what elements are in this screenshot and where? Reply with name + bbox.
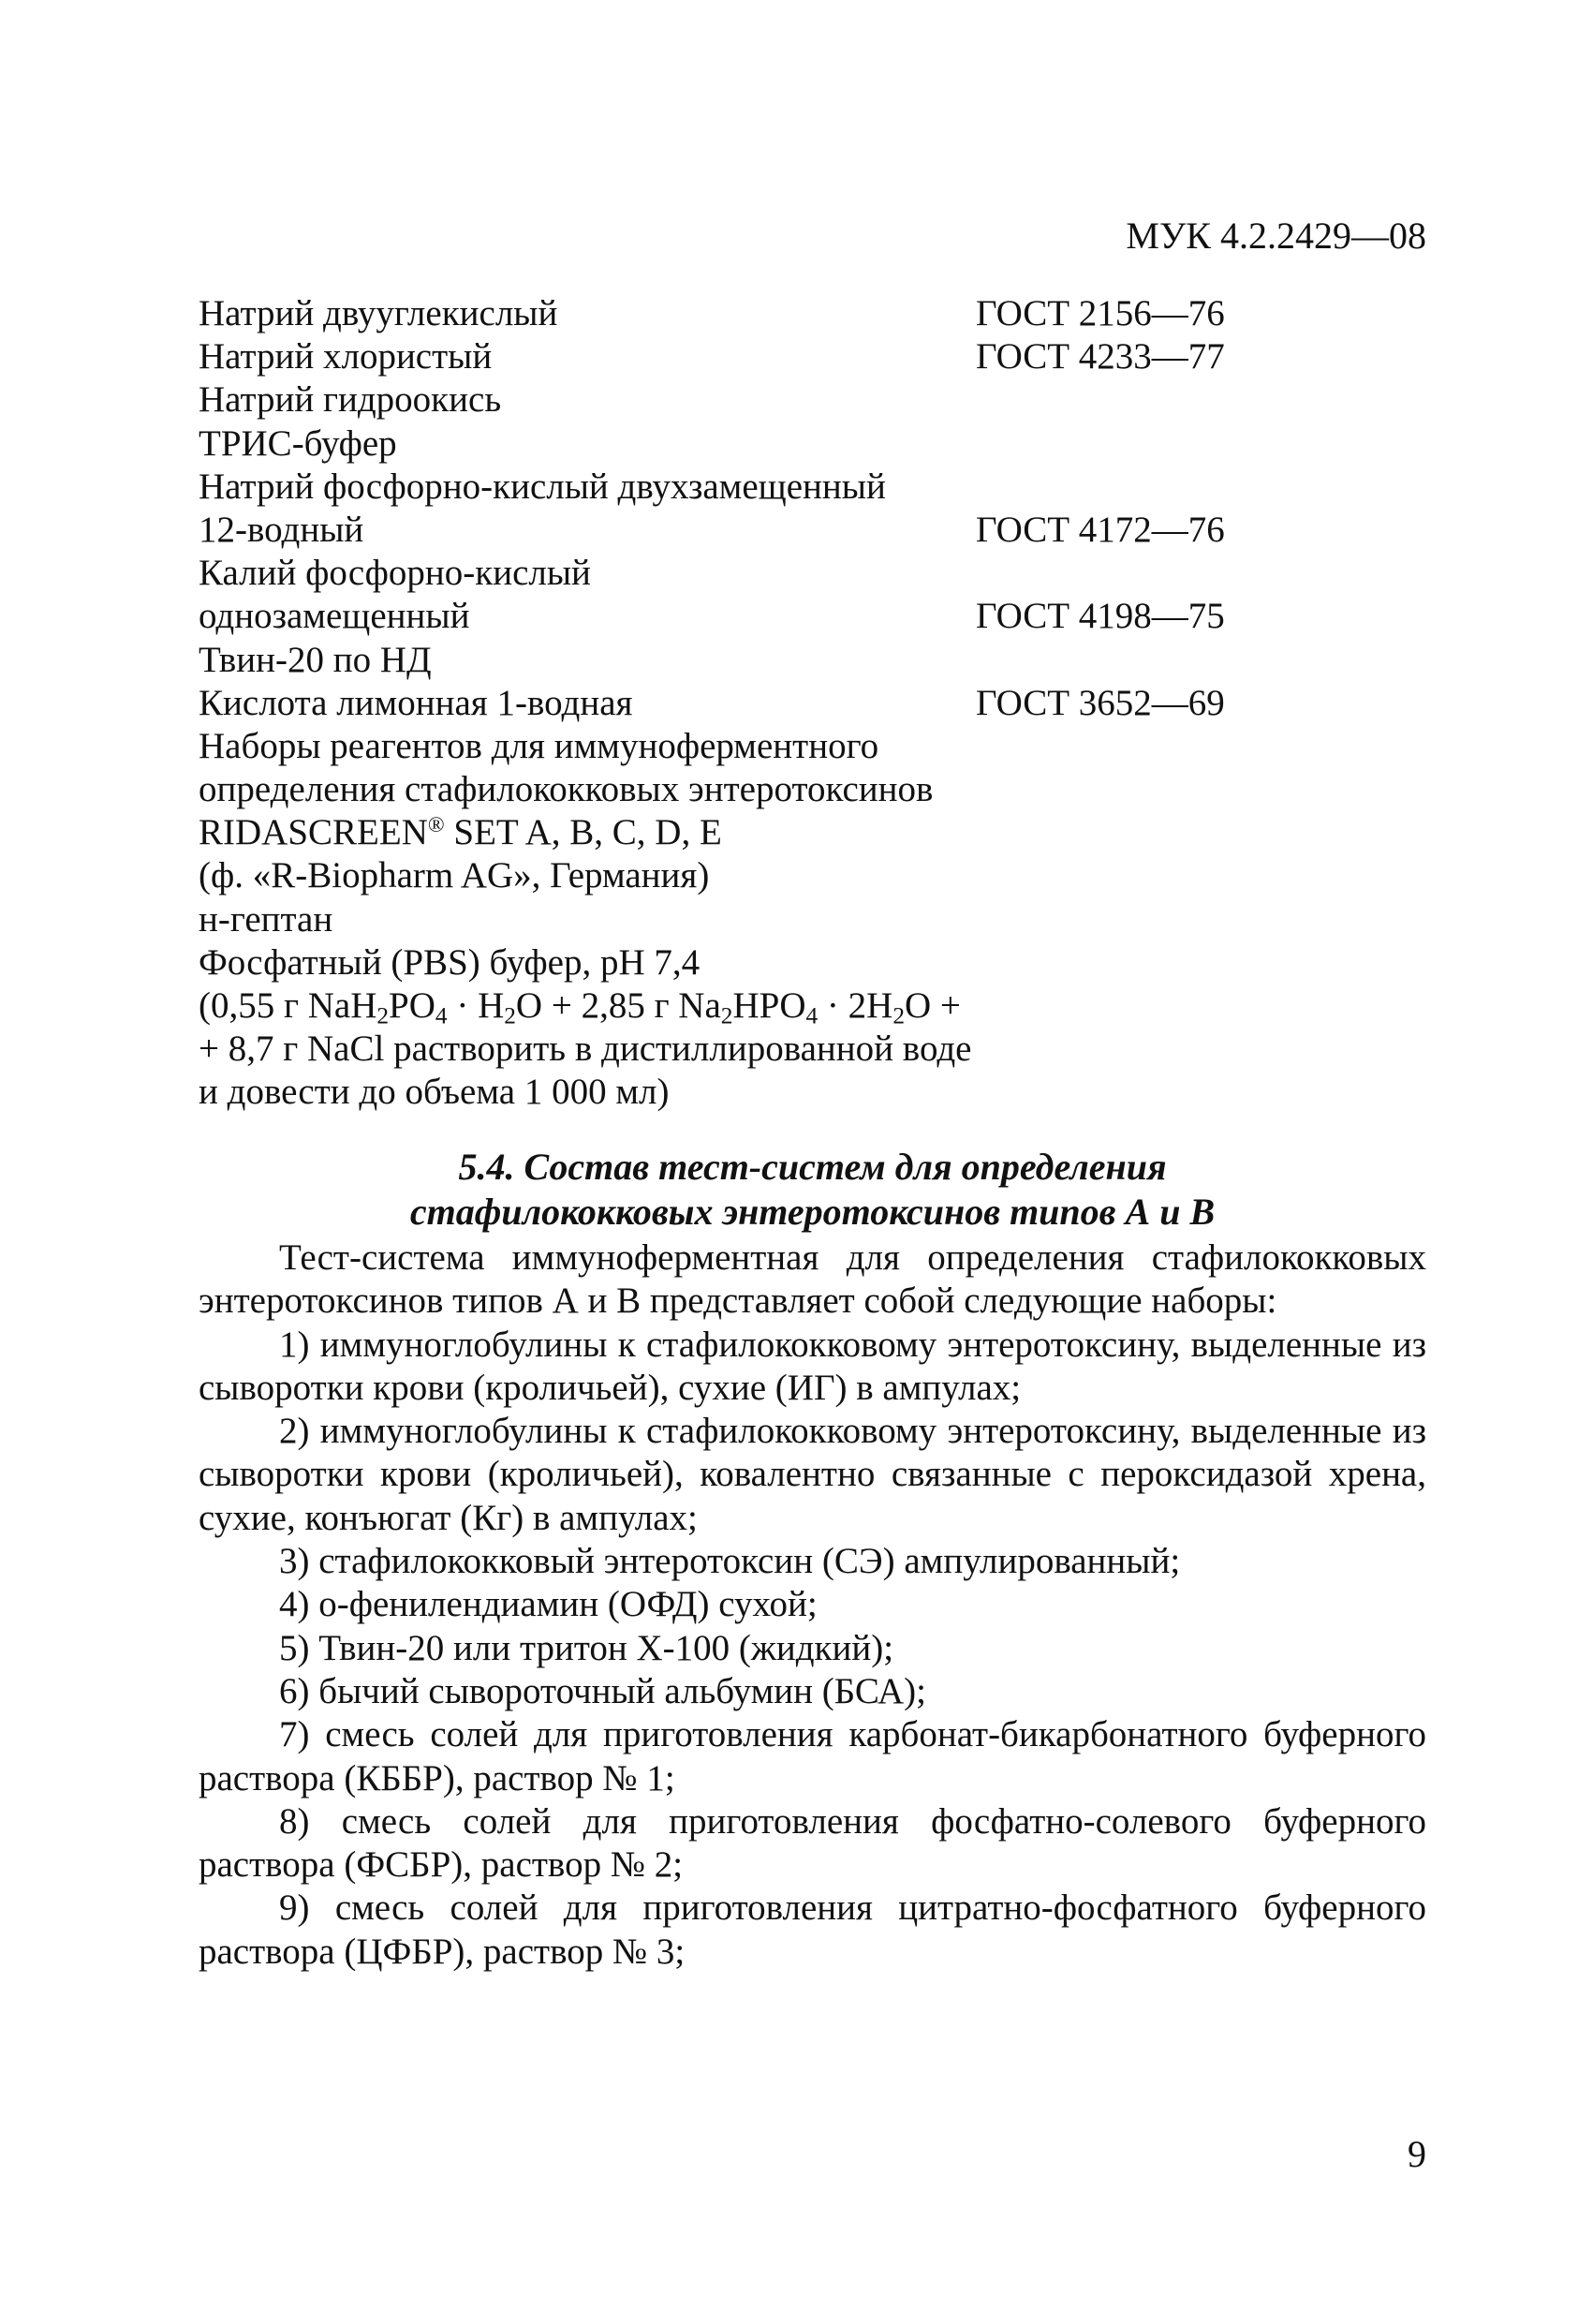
reagent-row [199,378,1322,422]
reagent-list [199,292,1322,1115]
formula-subscript: 2 [376,1002,390,1029]
reagent-row [199,639,1322,682]
pbs-formula-line [199,984,1322,1028]
pbs-title-line [199,941,1322,984]
reagent-name: Наборы реагентов для иммуноферментного [199,725,879,766]
document-code: МУК 4.2.2429—08 [1126,215,1426,257]
reagent-name: Кислота лимонная 1-водная [199,682,633,723]
list-item: 4) о-фенилендиамин (ОФД) сухой; [279,1584,818,1625]
reagent-name: Натрий гидроокись [199,379,502,421]
list-item: 6) бычий сывороточный альбумин (БСА); [279,1670,926,1711]
reagent-name: ТРИС-буфер [199,422,397,464]
list-item: 9) смесь солей для приготовления цитратно-фосфатного буферного раствора (ЦФБР), раствор № 3; [199,1887,1426,1972]
list-item: 7) смесь солей для приготовления карбонат-бикарбонатного буферного раствора (КББР), раствор № 1; [199,1714,1426,1799]
reagent-gost: ГОСТ 2156—76 [976,293,1225,333]
pbs-line-3: и довести до объема 1 000 мл) [199,1072,670,1113]
formula-part: PO [389,985,435,1026]
formula-part: O + [905,985,961,1026]
manufacturer: (ф. «R-Biopharm AG», Германия) [199,855,710,896]
reagent-name: однозамещенный [199,596,470,637]
reagent-gost: ГОСТ 3652—69 [976,682,1225,723]
pbs-line-2: + 8,7 г NaCl растворить в дистиллированной воде [199,1029,972,1070]
reagent-gost: ГОСТ 4198—75 [976,596,1225,637]
list-item: 5) Твин-20 или тритон Х-100 (жидкий); [279,1627,894,1668]
pbs-formula-line-2 [199,1028,1322,1071]
registered-mark: ® [427,813,445,838]
heptane: н-гептан [199,898,333,940]
reagent-name: 12-водный [199,509,364,550]
section-body [199,1236,1426,1974]
pbs-formula-line-3 [199,1071,1322,1114]
formula-subscript: 2 [720,1002,733,1029]
list-item: 3) стафилококковый энтеротоксин (СЭ) ампулированный; [279,1541,1181,1582]
section-title-line-2: стафилококковых энтеротоксинов типов А и В [409,1191,1216,1233]
section-title-line-1: 5.4. Состав тест-систем для определения [458,1146,1167,1188]
reagent-name: Натрий двууглекислый [199,293,558,333]
formula-part: O + 2,85 г Na [515,985,721,1026]
reagent-row [199,335,1322,378]
formula-subscript: 2 [504,1002,516,1029]
reagent-name: Калий фосфорно-кислый [199,553,591,594]
reagent-row [199,466,1322,509]
reagent-row [199,422,1322,466]
reagent-row [199,509,1322,552]
ridascreen-name: RIDASCREEN [199,812,428,853]
reagent-name: Твин-20 по НД [199,639,432,680]
section-heading [199,1145,1426,1235]
reagent-row [199,725,1322,768]
formula-part: (0,55 г NaH [199,985,377,1026]
ridascreen-line [199,811,1322,854]
formula-subscript: 4 [435,1002,448,1029]
reagent-name: определения стафилококковых энтеротоксинов [199,769,934,810]
heptane-line [199,898,1322,941]
formula-subscript: 2 [892,1002,905,1029]
formula-subscript: 4 [805,1002,819,1029]
reagent-row [199,552,1322,595]
reagent-row [199,292,1322,335]
reagent-name: Натрий фосфорно-кислый двухзамещенный [199,466,886,507]
ridascreen-sets: SET A, B, C, D, E [444,812,722,853]
list-item: 2) иммуноглобулины к стафилококковому энтеротоксину, выделенные из сыворотки крови (кроличьей), ковалентно связанные с пероксидазой хрена, сухие, конъюгат (Кг) в ампулах; [199,1411,1426,1538]
reagent-gost: ГОСТ 4172—76 [976,509,1225,550]
manufacturer-line [199,854,1322,897]
list-item: 1) иммуноглобулины к стафилококковому энтеротоксину, выделенные из сыворотки крови (кроличьей), сухие (ИГ) в ампулах; [199,1324,1426,1408]
page-number: 9 [1408,2133,1426,2175]
reagent-row [199,682,1322,725]
list-item: 8) смесь солей для приготовления фосфатно-солевого буферного раствора (ФСБР), раствор № 2; [199,1800,1426,1886]
reagent-row [199,768,1322,811]
reagent-gost: ГОСТ 4233—77 [976,336,1225,377]
formula-part: · 2H [818,985,893,1026]
formula-part: HPO [732,985,806,1026]
pbs-title: Фосфатный (PBS) буфер, рН 7,4 [199,941,701,983]
formula-part: · H [447,985,505,1026]
paragraph-intro: Тест-система иммуноферментная для определения стафилококковых энтеротоксинов типов А и В представляет собой следующие наборы: [199,1237,1426,1322]
reagent-name: Натрий хлористый [199,336,493,377]
reagent-row [199,595,1322,638]
